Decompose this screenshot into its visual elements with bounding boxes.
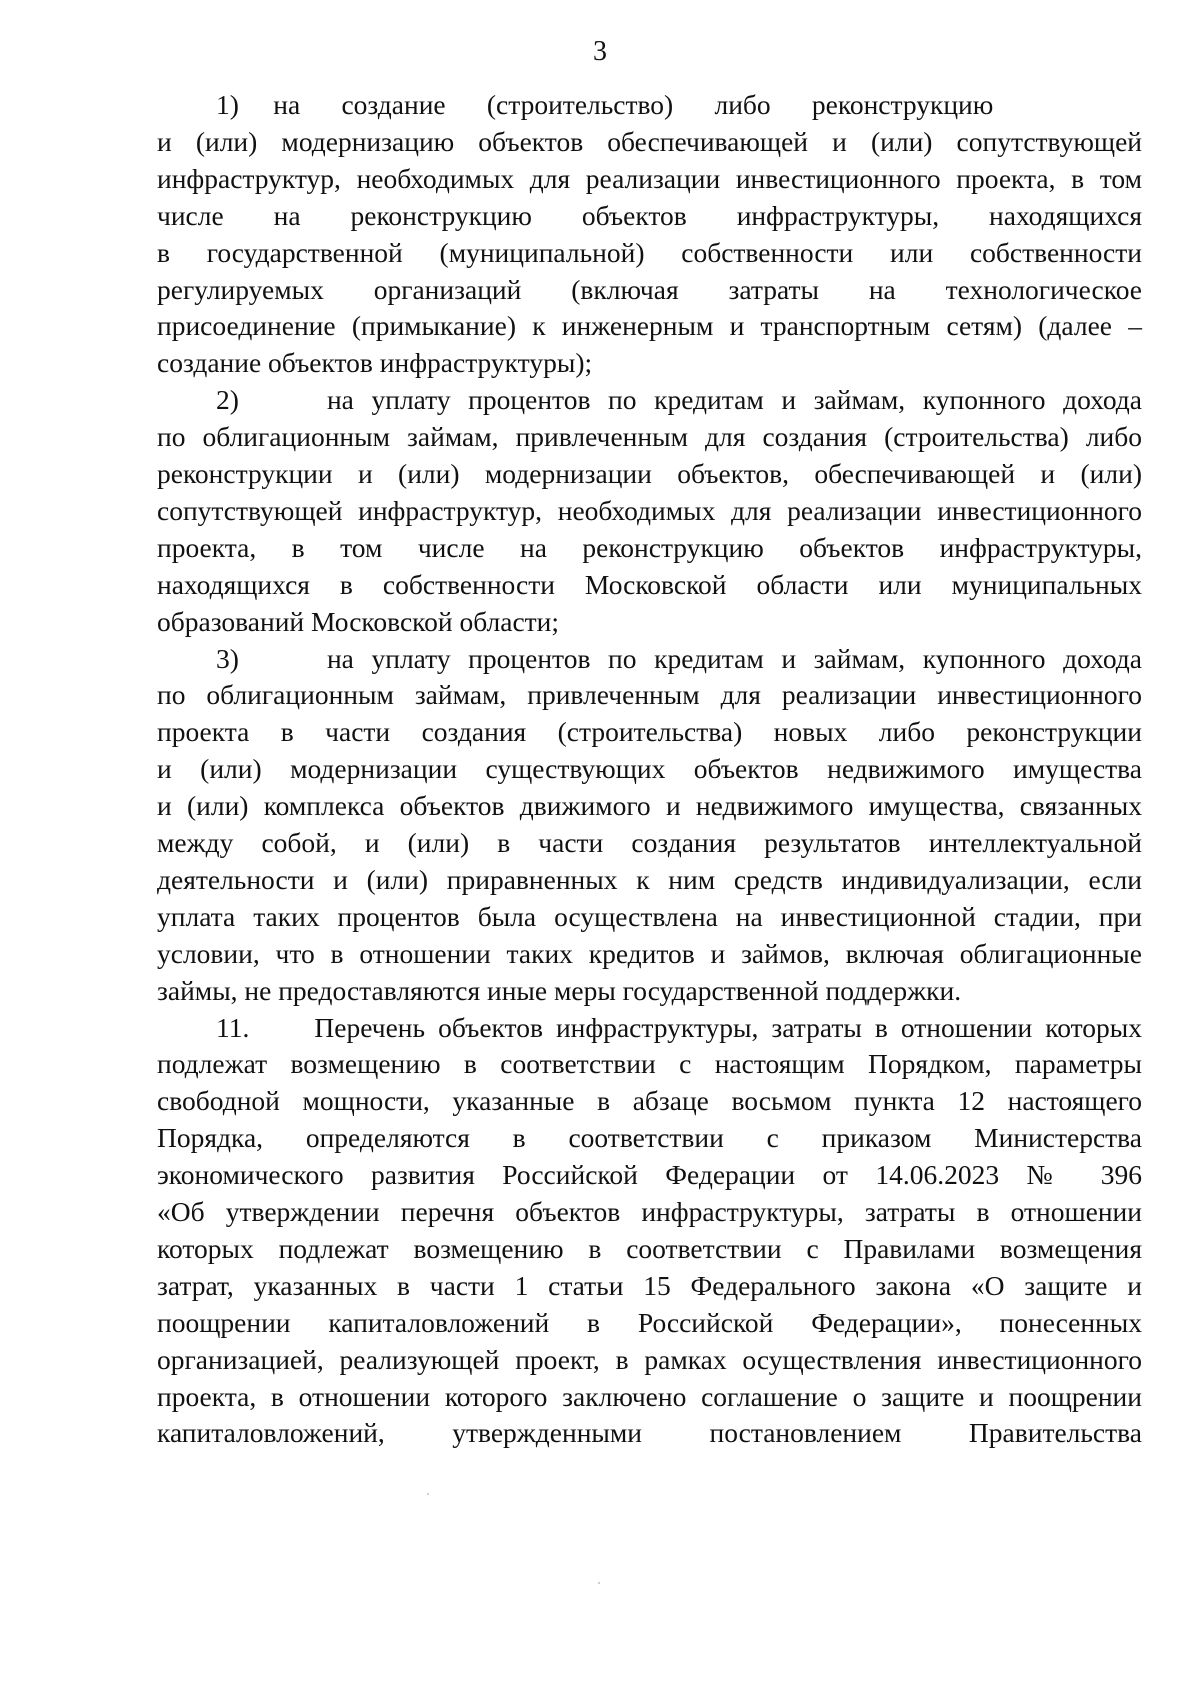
text-line: 1) на создание (строительство) либо реконструкцию: [216, 89, 994, 120]
text-line: числе на реконструкцию объектов инфраструктуры, находящихся: [157, 199, 1142, 231]
page-number: 3: [593, 36, 607, 67]
scan-speck: [598, 1582, 600, 1584]
text-line: создание объектов инфраструктуры);: [157, 347, 593, 379]
text-line: уплата таких процентов была осуществлена на инвестиционной стадии, при: [157, 900, 1142, 932]
text-line: по облигационным займам, привлеченным для реализации инвестиционного: [157, 679, 1142, 711]
text-line: которых подлежат возмещению в соответствии с Правилами возмещения: [157, 1232, 1142, 1264]
text-line: проекта, в том числе на реконструкцию объектов инфраструктуры,: [157, 531, 1142, 563]
text-line: по облигационным займам, привлеченным для создания (строительства) либо: [157, 421, 1142, 453]
scan-speck: [427, 1493, 429, 1495]
text-line: и (или) модернизации существующих объектов недвижимого имущества: [157, 753, 1142, 785]
text-line: условии, что в отношении таких кредитов и займов, включая облигационные: [157, 937, 1142, 969]
text-line: между собой, и (или) в части создания результатов интеллектуальной: [157, 827, 1142, 858]
text-line: займы, не предоставляются иные меры государственной поддержки.: [157, 974, 962, 1006]
text-line: подлежат возмещению в соответствии с настоящим Порядком, параметры: [157, 1048, 1142, 1080]
text-line: Порядка, определяются в соответствии с приказом Министерства: [157, 1122, 1142, 1154]
text-line: проекта, в отношении которого заключено соглашение о защите и поощрении: [157, 1380, 1142, 1412]
text-line: присоединение (примыкание) к инженерным и транспортным сетям) (далее –: [157, 310, 1142, 342]
text-line: поощрении капиталовложений в Российской Федерации», понесенных: [157, 1306, 1142, 1338]
text-line: образований Московской области;: [157, 605, 560, 637]
text-line: 11. Перечень объектов инфраструктуры, затраты в отношении которых: [216, 1011, 1142, 1043]
text-line: регулируемых организаций (включая затраты на технологическое: [157, 273, 1142, 305]
text-line: затрат, указанных в части 1 статьи 15 Федерального закона «О защите и: [157, 1269, 1142, 1301]
text-line: сопутствующей инфраструктур, необходимых для реализации инвестиционного: [157, 494, 1142, 526]
text-line: организацией, реализующей проект, в рамках осуществления инвестиционного: [157, 1343, 1142, 1375]
text-line: и (или) комплекса объектов движимого и недвижимого имущества, связанных: [157, 790, 1142, 822]
text-line: и (или) модернизацию объектов обеспечивающей и (или) сопутствующей: [157, 125, 1142, 157]
text-line: инфраструктур, необходимых для реализации инвестиционного проекта, в том: [157, 162, 1142, 194]
text-line: «Об утверждении перечня объектов инфраструктуры, затраты в отношении: [157, 1196, 1142, 1227]
text-line: в государственной (муниципальной) собственности или собственности: [157, 236, 1142, 268]
text-line: находящихся в собственности Московской области или муниципальных: [157, 568, 1142, 600]
text-line: 2) на уплату процентов по кредитам и займам, купонного дохода: [216, 384, 1142, 416]
text-line: деятельности и (или) приравненных к ним средств индивидуализации, если: [157, 863, 1142, 895]
text-line: реконструкции и (или) модернизации объектов, обеспечивающей и (или): [157, 458, 1142, 489]
text-line: проекта в части создания (строительства) новых либо реконструкции: [157, 716, 1142, 748]
text-line: экономического развития Российской Федерации от 14.06.2023 № 396: [157, 1159, 1142, 1191]
text-line: свободной мощности, указанные в абзаце восьмом пункта 12 настоящего: [157, 1085, 1142, 1117]
text-line: капиталовложений, утвержденными постановлением Правительства: [157, 1417, 1142, 1449]
text-line: 3) на уплату процентов по кредитам и займам, купонного дохода: [216, 642, 1142, 674]
